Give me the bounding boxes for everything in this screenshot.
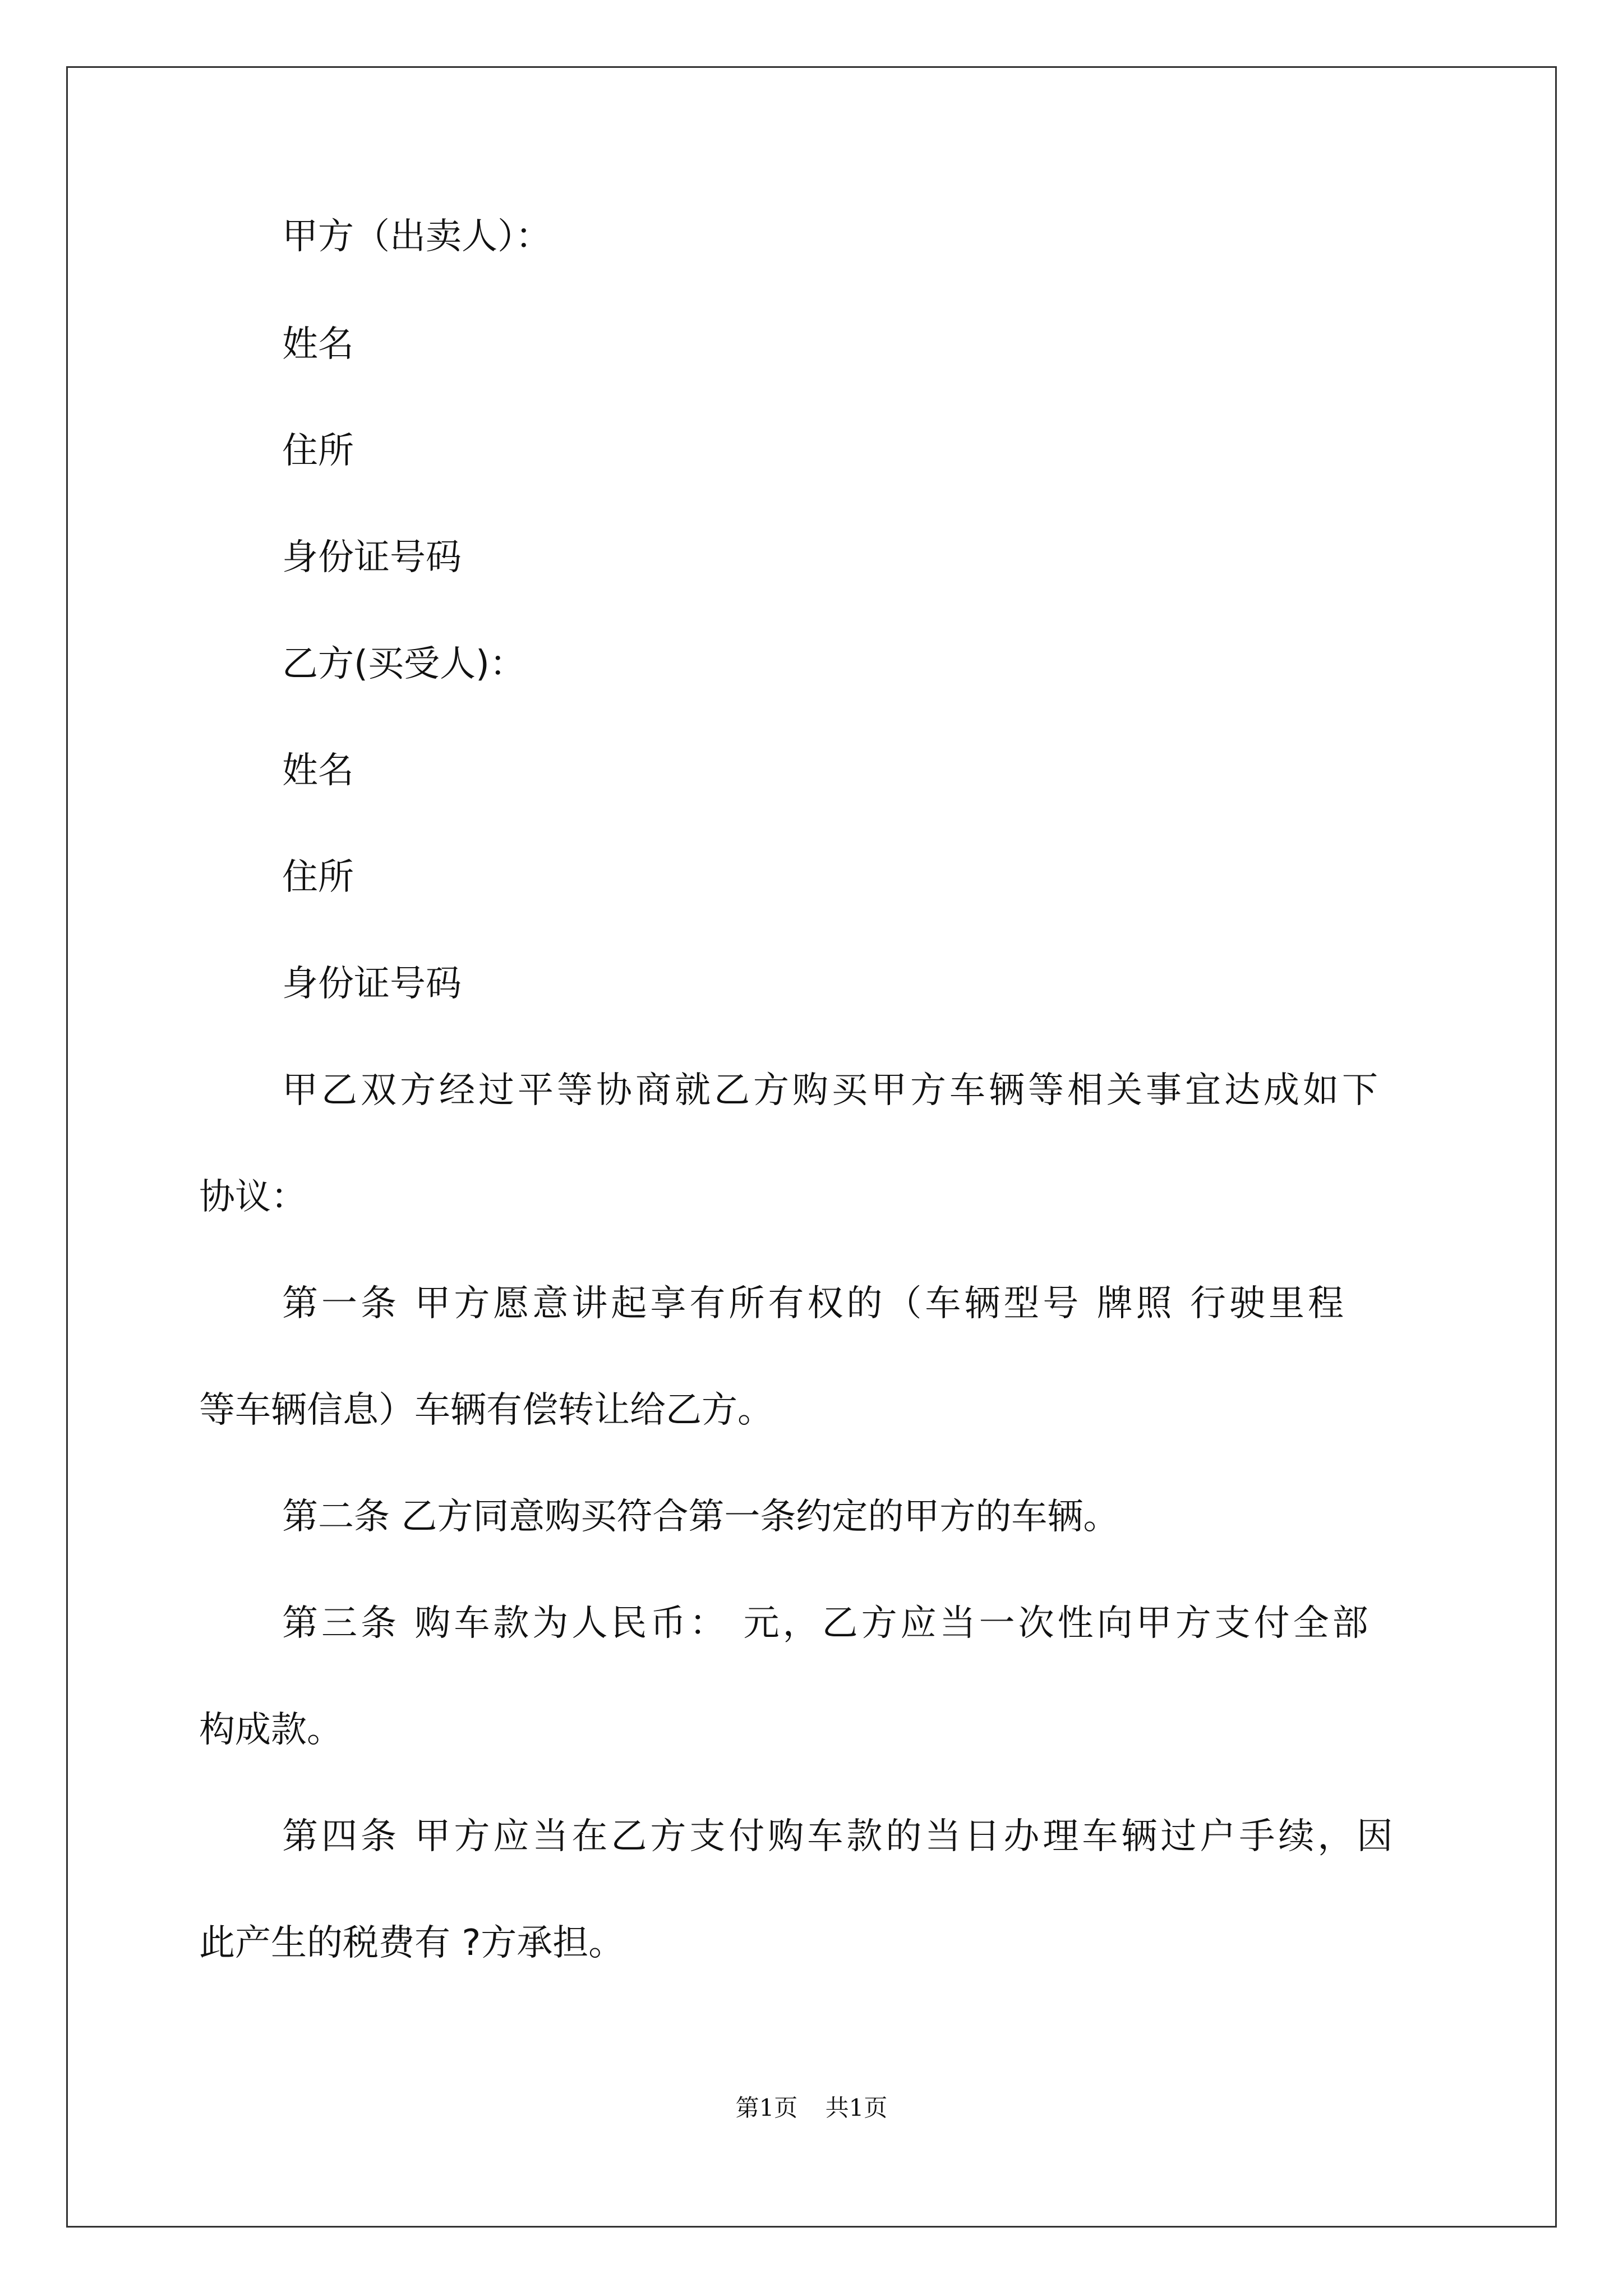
article-1-line1: 第一条 甲方愿意讲起享有所有权的（车辆型号 牌照 行驶里程 bbox=[282, 1283, 1348, 1324]
intro-paragraph-line1: 甲乙双方经过平等协商就乙方购买甲方车辆等相关事宜达成如下 bbox=[282, 1070, 1381, 1111]
article-3-line1: 第三条 购车款为人民币： 元，乙方应当一次性向甲方支付全部 bbox=[282, 1603, 1372, 1644]
article-3-line2: 构成款。 bbox=[199, 1709, 343, 1751]
party-a-id-label: 身份证号码 bbox=[282, 537, 462, 578]
party-b-address-label: 住所 bbox=[282, 857, 354, 898]
article-2-line1: 第二条 乙方同意购买符合第一条约定的甲方的车辆。 bbox=[282, 1496, 1119, 1538]
party-b-heading: 乙方(买受人)： bbox=[282, 643, 525, 685]
page-number-total: 共1页 bbox=[825, 2094, 888, 2122]
page-number-current: 第1页 bbox=[735, 2094, 798, 2122]
article-1-line2: 等车辆信息）车辆有偿转让给乙方。 bbox=[199, 1389, 773, 1431]
page-border bbox=[66, 66, 1557, 2228]
article-4-line2: 此产生的税费有 ?方承担。 bbox=[199, 1922, 625, 1964]
intro-paragraph-line2: 协议： bbox=[199, 1176, 307, 1218]
article-4-line1: 第四条 甲方应当在乙方支付购车款的当日办理车辆过户手续，因 bbox=[282, 1816, 1396, 1857]
page-footer bbox=[0, 2090, 1623, 2123]
party-a-heading: 甲方（出卖人）： bbox=[282, 216, 551, 257]
party-b-id-label: 身份证号码 bbox=[282, 963, 462, 1005]
party-a-name-label: 姓名 bbox=[282, 324, 354, 365]
party-b-name-label: 姓名 bbox=[282, 750, 354, 792]
party-a-address-label: 住所 bbox=[282, 430, 354, 472]
